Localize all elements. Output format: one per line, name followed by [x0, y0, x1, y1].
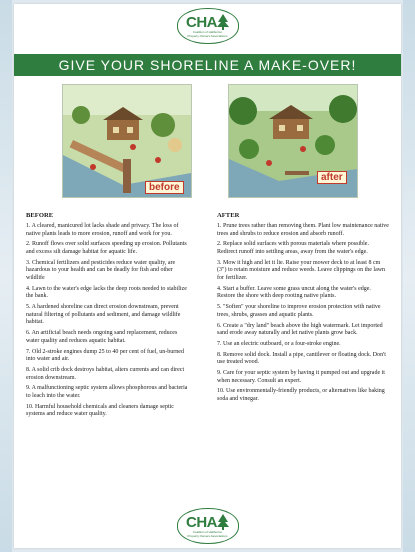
after-heading: AFTER: [217, 212, 240, 219]
logo-text: CHA: [186, 13, 217, 31]
before-illustration: [62, 84, 192, 198]
logo-tagline-2: Property Owners Associations: [187, 534, 228, 538]
before-heading: BEFORE: [26, 212, 54, 219]
after-column: [217, 212, 389, 407]
before-item: 1. A cleared, manicured lot lacks shade and privacy. The loss of native plants leads to more erosion, runoff and work for you.: [26, 223, 179, 237]
before-item: 9. A malfunctioning septic system allows phosphorous and bacteria to leach into the water.: [26, 385, 188, 399]
before-item: 2. Runoff flows over solid surfaces speeding up erosion. Pollutants and excess silt damage habitat for aquatic life.: [26, 241, 187, 256]
background-left-edge: [0, 0, 12, 552]
title-banner: [14, 54, 401, 76]
after-item: 8. Remove solid dock. Install a pipe, cantilever or floating dock. Don't use treated wood.: [217, 351, 386, 366]
after-item: 3. Mow it high and let it lie. Raise your mower deck to at least 8 cm (3") to retain moisture and reduce weeds. Leave clippings on the lawn for fertilizer.: [217, 259, 386, 282]
after-item: 9. Care for your septic system by having it pumped out and upgrade it when necessary. Consult an expert.: [217, 370, 385, 384]
before-label: before: [145, 181, 184, 194]
document-page: [14, 4, 401, 548]
before-item: 5. A hardened shoreline can direct erosion downstream, prevent natural filtering of pollutants and sediment, and damage wildlife habitat.: [26, 304, 181, 326]
after-item: 1. Prune trees rather than removing them. Plant low maintenance native trees and shrubs to reduce erosion and absorb runoff.: [217, 223, 389, 237]
after-illustration: [228, 84, 358, 198]
after-label: after: [317, 171, 347, 184]
after-item: 7. Use an electric outboard, or a four-stroke engine.: [217, 340, 341, 347]
before-item: 10. Harmful household chemicals and cleaners damage septic systems and reduce water quality.: [26, 403, 174, 418]
pine-tree-icon: [217, 514, 229, 530]
after-item: 6. Create a "dry land" beach above the high watermark. Let imported sand erode away naturally and let native plants grow back.: [217, 322, 383, 337]
before-column: [26, 212, 192, 422]
before-item: 8. A solid crib dock destroys habitat, alters currents and can direct erosion downstream.: [26, 366, 185, 381]
before-item: 4. Lawn to the water's edge lacks the deep roots needed to stabilize the bank.: [26, 285, 187, 300]
after-item: 4. Start a buffer. Leave some grass uncut along the water's edge. Restore the shore with deep rooting native plants.: [217, 285, 371, 300]
cha-logo-top: [177, 8, 239, 44]
logo-tagline-2: Property Owners Associations: [187, 34, 228, 38]
after-item: 2. Replace solid surfaces with porous materials where possible. Redirect runoff into settling areas, away from the water's edge.: [217, 241, 369, 256]
logo-text: CHA: [186, 513, 217, 531]
after-item: 10. Use environmentally-friendly products, or alternatives like baking soda and vinegar.: [217, 388, 385, 403]
pine-tree-icon: [217, 14, 229, 30]
cha-logo-bottom: [177, 508, 239, 544]
background-right-edge: [403, 0, 415, 552]
page-title: GIVE YOUR SHORELINE A MAKE-OVER!: [58, 57, 357, 73]
logo-tagline-1: Coalition of Haliburton: [192, 29, 223, 34]
logo-tagline-1: Coalition of Haliburton: [192, 529, 223, 534]
before-item: 7. Old 2-stroke engines dump 25 to 40 per cent of fuel, un-burned into water and air.: [26, 348, 184, 363]
before-item: 3. Chemical fertilizers and pesticides reduce water quality, are hazardous to your health and can be deadly for fish and other wildlife: [26, 259, 176, 282]
before-item: 6. An artificial beach needs ongoing sand replacement, reduces water quality and reduces aquatic habitat.: [26, 330, 178, 344]
after-item: 5. "Soften" your shoreline to improve erosion protection with native trees, shrubs, grasses and aquatic plants.: [217, 304, 381, 318]
